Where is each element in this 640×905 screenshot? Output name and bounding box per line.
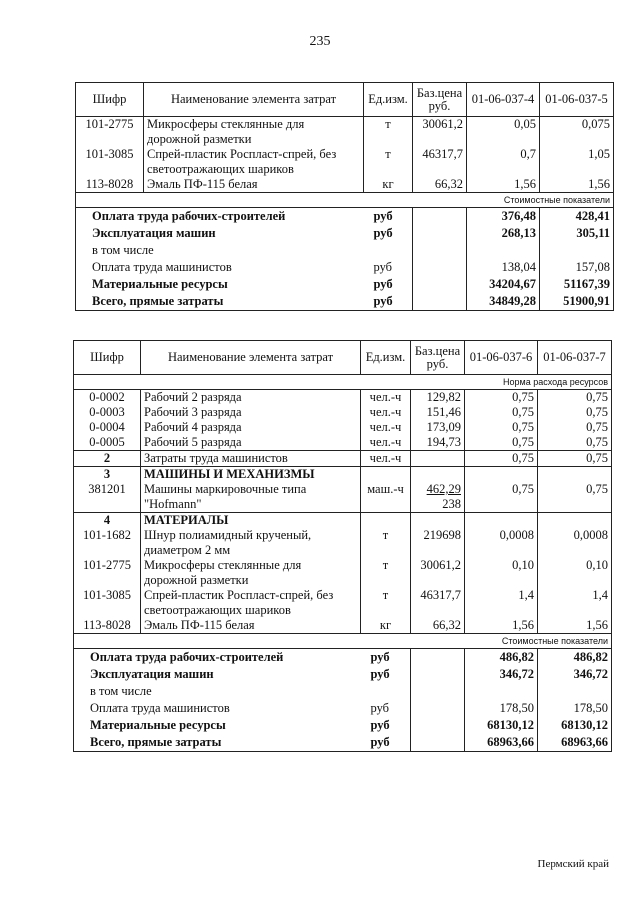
table-row: 101-1682 Шнур полиамидный крученый, диаметром 2 мм т 219698 0,0008 0,0008 <box>74 528 612 558</box>
totals-1 <box>76 208 614 311</box>
table-row: 0-0002 Рабочий 2 разряда чел.-ч 129,82 0,75 0,75 <box>74 390 612 406</box>
header-col-b: 01-06-037-7 <box>538 341 612 375</box>
header-code: Шифр <box>76 83 144 117</box>
footer-region: Пермский край <box>537 858 609 870</box>
table-row: 0-0005 Рабочий 5 разряда чел.-ч 194,73 0,75 0,75 <box>74 435 612 451</box>
worker-rows <box>74 390 612 451</box>
totals-row: Оплата труда машинистов руб 178,50 178,50 <box>74 700 612 717</box>
table-row: 0-0004 Рабочий 4 разряда чел.-ч 173,09 0,75 0,75 <box>74 420 612 435</box>
table-row: 101-3085 Спрей-пластик Роспласт-спрей, без светоотражающих шариков т 46317,7 1,4 1,4 <box>74 588 612 618</box>
totals-row: Всего, прямые затраты руб 34849,28 51900,91 <box>76 293 614 311</box>
header-unit: Ед.изм. <box>364 83 413 117</box>
table-row: 113-8028 Эмаль ПФ-115 белая кг 66,32 1,56 1,56 <box>76 177 614 193</box>
header-col-a: 01-06-037-4 <box>467 83 540 117</box>
header-name: Наименование элемента затрат <box>141 341 361 375</box>
header-code: Шифр <box>74 341 141 375</box>
totals-row: Эксплуатация машин руб 346,72 346,72 <box>74 666 612 683</box>
totals-2 <box>74 649 612 752</box>
totals-row: Оплата труда рабочих-строителей руб 376,48 428,41 <box>76 208 614 226</box>
header-price: Баз.цена руб. <box>413 83 467 117</box>
section-machines-header: 3 МАШИНЫ И МЕХАНИЗМЫ <box>74 467 612 483</box>
norm-note: Норма расхода ресурсов <box>74 375 612 390</box>
totals-row: Оплата труда рабочих-строителей руб 486,82 486,82 <box>74 649 612 667</box>
table-row: 381201 Машины маркировочные типа "Hofmann" маш.-ч 462,29 238 0,75 0,75 <box>74 482 612 513</box>
header-col-b: 01-06-037-5 <box>540 83 614 117</box>
totals-row: Материальные ресурсы руб 68130,12 68130,12 <box>74 717 612 734</box>
table-row: 101-3085 Спрей-пластик Роспласт-спрей, без светоотражающих шариков т 46317,7 0,7 1,05 <box>76 147 614 177</box>
totals-row: Оплата труда машинистов руб 138,04 157,08 <box>76 259 614 276</box>
estimate-table-1 <box>75 82 614 311</box>
table-row: 113-8028 Эмаль ПФ-115 белая кг 66,32 1,56 1,56 <box>74 618 612 634</box>
cost-indicators-note: Стоимостные показатели <box>74 634 612 649</box>
totals-row: Всего, прямые затраты руб 68963,66 68963,66 <box>74 734 612 752</box>
cost-indicators-note: Стоимостные показатели <box>76 193 614 208</box>
page-number: 235 <box>309 34 331 49</box>
totals-row: Материальные ресурсы руб 34204,67 51167,39 <box>76 276 614 293</box>
material-rows <box>74 528 612 634</box>
header-unit: Ед.изм. <box>361 341 411 375</box>
header-name: Наименование элемента затрат <box>144 83 364 117</box>
section-machinist-labor: 2 Затраты труда машинистов чел.-ч 0,75 0,75 <box>74 451 612 467</box>
totals-row: в том числе <box>76 242 614 259</box>
machine-price: 462,29 238 <box>411 482 465 513</box>
header-price: Баз.цена руб. <box>411 341 465 375</box>
table-row: 101-2775 Микросферы стеклянные для дорожной разметки т 30061,2 0,05 0,075 <box>76 117 614 148</box>
section-materials-header: 4 МАТЕРИАЛЫ <box>74 513 612 529</box>
totals-row: Эксплуатация машин руб 268,13 305,11 <box>76 225 614 242</box>
header-col-a: 01-06-037-6 <box>465 341 538 375</box>
table-row: 0-0003 Рабочий 3 разряда чел.-ч 151,46 0,75 0,75 <box>74 405 612 420</box>
estimate-table-2 <box>73 340 612 752</box>
totals-row: в том числе <box>74 683 612 700</box>
table-row: 101-2775 Микросферы стеклянные для дорожной разметки т 30061,2 0,10 0,10 <box>74 558 612 588</box>
table-header <box>74 341 612 375</box>
materials-rows <box>76 117 614 193</box>
table-header <box>76 83 614 117</box>
